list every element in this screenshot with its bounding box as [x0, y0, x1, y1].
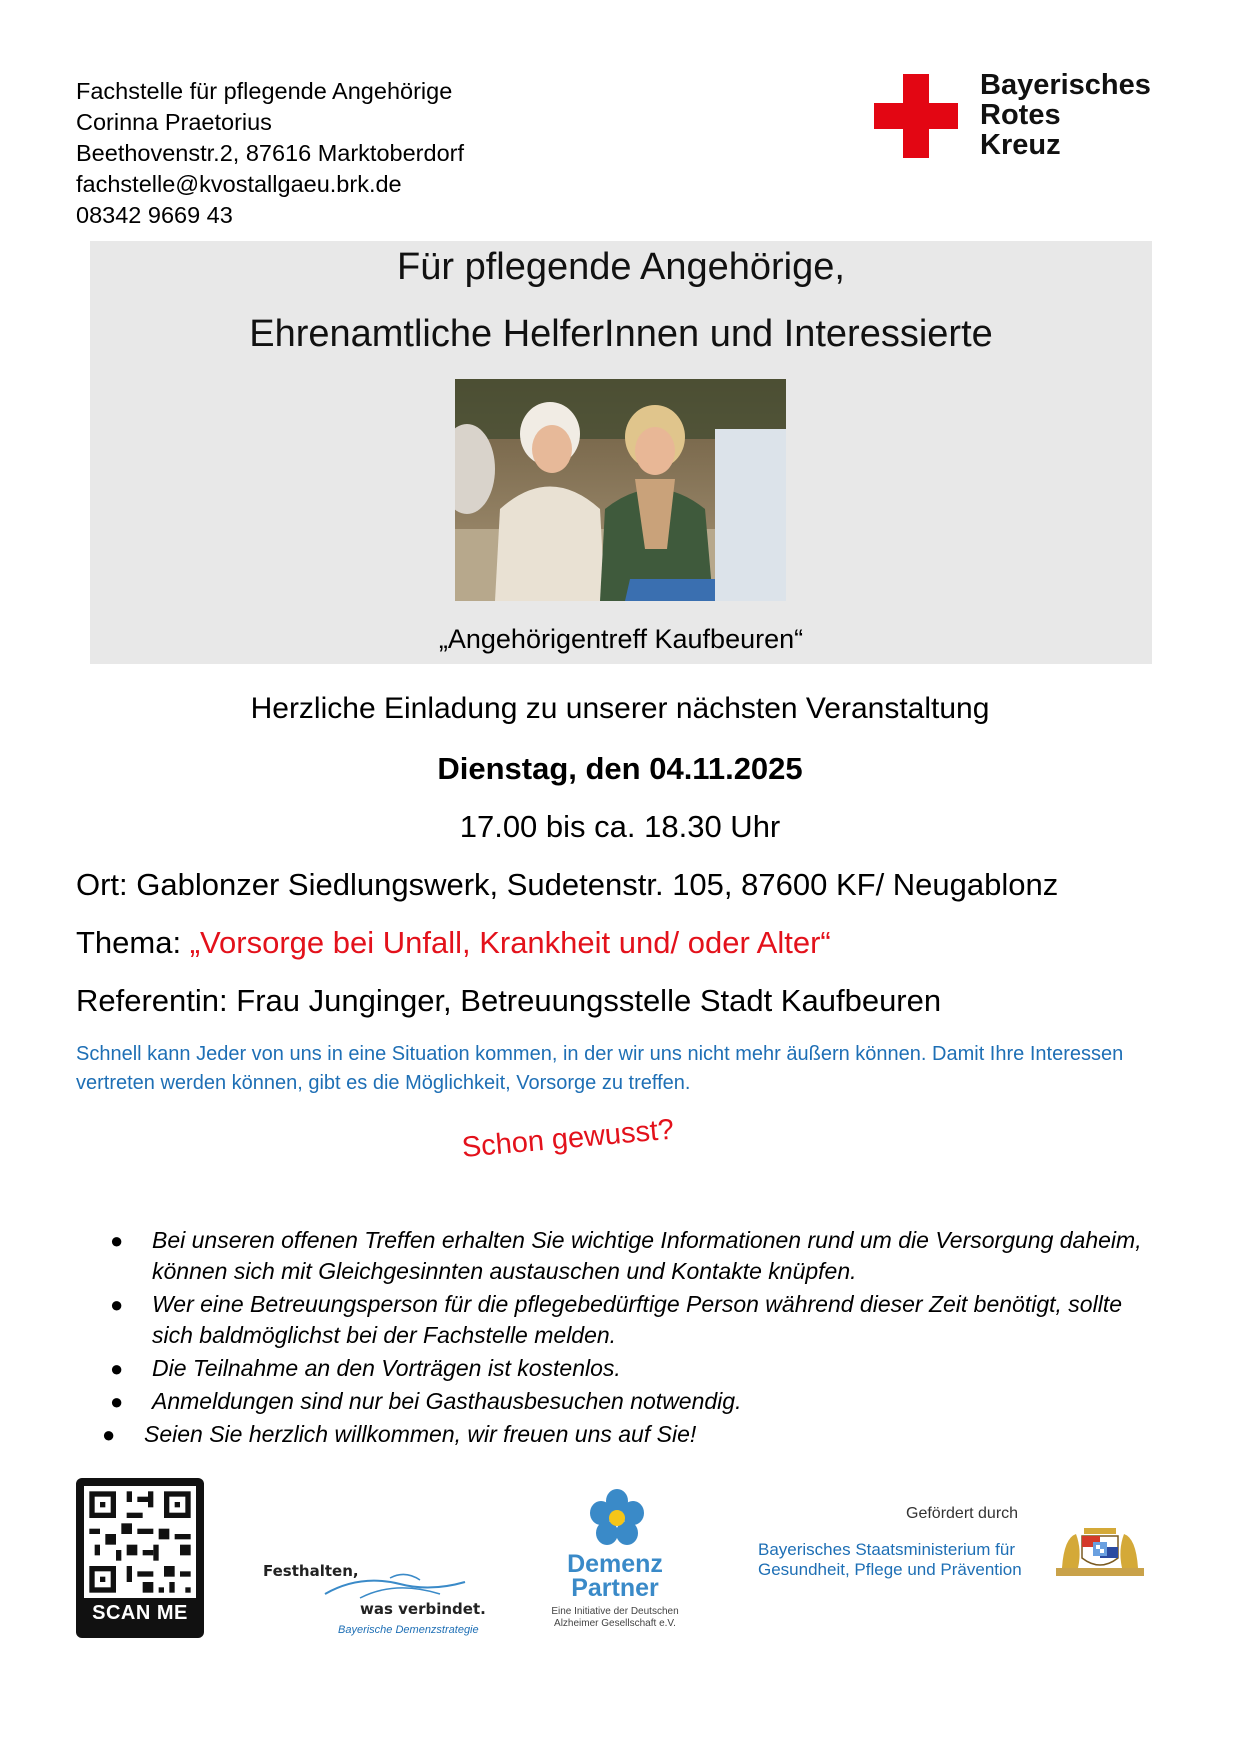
- demenzstrategie-text: Bayerische Demenzstrategie: [338, 1624, 479, 1636]
- bavarian-coat-of-arms-icon: [1054, 1524, 1146, 1586]
- event-topic: [76, 925, 831, 961]
- demenz-partner-logo: [540, 1488, 700, 1638]
- festhalten-text: Festhalten,: [263, 1562, 359, 1580]
- event-speaker: Referentin: Frau Junginger, Betreuungsstelle Stadt Kaufbeuren: [76, 983, 942, 1018]
- forget-me-not-flower-icon: [587, 1488, 647, 1548]
- sender-name: Corinna Praetorius: [76, 109, 272, 135]
- event-location: Ort: Gablonzer Siedlungswerk, Sudetenstr. 105, 87600 KF/ Neugablonz: [76, 867, 1059, 902]
- list-item: ● Seien Sie herzlich willkommen, wir freuen uns auf Sie!: [100, 1419, 1160, 1450]
- bullet-icon: ●: [110, 1356, 124, 1381]
- qr-code-icon: [84, 1486, 196, 1598]
- bullet-icon: ●: [110, 1228, 124, 1253]
- red-cross-icon: [874, 74, 958, 158]
- ministry-name: Bayerisches Staatsministerium für Gesundheit, Pflege und Prävention: [758, 1540, 1022, 1579]
- headline-line-2: Ehrenamtliche HelferInnen und Interessierte: [249, 313, 993, 355]
- event-name: „Angehörigentreff Kaufbeuren“: [438, 624, 804, 654]
- qr-label: SCAN ME: [92, 1602, 188, 1624]
- list-item: ● Anmeldungen sind nur bei Gasthausbesuchen notwendig.: [100, 1386, 1160, 1417]
- event-time: 17.00 bis ca. 18.30 Uhr: [459, 809, 781, 844]
- demenzstrategie-logo: [260, 1562, 490, 1642]
- demenz-partner-subtitle: Eine Initiative der Deutschen Alzheimer Gesellschaft e.V.: [551, 1606, 679, 1629]
- seniors-photo-illustration: [455, 379, 786, 601]
- list-item: ● Wer eine Betreuungsperson für die pflegebedürftige Person während dieser Zeit benötigt, sollte sich baldmöglichst bei der Fachstelle melden.: [110, 1291, 1122, 1348]
- topic-title: „Vorsorge bei Unfall, Krankheit und/ oder Alter“: [189, 925, 831, 960]
- topic-label: Thema:: [76, 925, 190, 960]
- headline-line-1: Für pflegende Angehörige,: [397, 246, 845, 288]
- demenz-partner-title: Demenz Partner: [567, 1550, 663, 1602]
- event-date: Dienstag, den 04.11.2025: [437, 751, 803, 786]
- bullet-icon: ●: [102, 1422, 116, 1447]
- bullet-icon: ●: [110, 1389, 124, 1414]
- sender-phone: 08342 9669 43: [76, 202, 233, 228]
- bullet-icon: ●: [110, 1292, 124, 1317]
- brk-logo-text: Bayerisches Rotes Kreuz: [980, 69, 1151, 161]
- sender-org: Fachstelle für pflegende Angehörige: [76, 78, 453, 104]
- sender-email[interactable]: fachstelle@kvostallgaeu.brk.de: [76, 171, 402, 197]
- invitation-text: Herzliche Einladung zu unserer nächsten Veranstaltung: [250, 692, 990, 725]
- funded-by-label: Gefördert durch: [906, 1505, 1019, 1522]
- list-item: ● Die Teilnahme an den Vorträgen ist kostenlos.: [100, 1353, 1160, 1384]
- intro-paragraph: Schnell kann Jeder von uns in eine Situation kommen, in der wir uns nicht mehr äußern können. Damit Ihre Interessen vertreten werden können, gibt es die Möglichkeit, Vorsorge zu treffen.: [76, 1043, 1124, 1094]
- info-bullet-list: [100, 1225, 1160, 1452]
- qr-code[interactable]: [76, 1478, 204, 1638]
- list-item: ● Bei unseren offenen Treffen erhalten Sie wichtige Informationen rund um die Versorgung daheim, können sich mit Gleichgesinnten austauschen und Kontakte knüpfen.: [110, 1227, 1142, 1284]
- was-verbindet-text: was verbindet.: [360, 1600, 486, 1618]
- header-box: [90, 241, 1152, 664]
- seniors-photo: [455, 379, 786, 601]
- sender-address: Beethovenstr.2, 87616 Marktoberdorf: [76, 140, 464, 166]
- did-you-know-heading: Schon gewusst?: [460, 1113, 676, 1164]
- brk-logo: [874, 70, 1166, 162]
- sender-block: [76, 76, 464, 231]
